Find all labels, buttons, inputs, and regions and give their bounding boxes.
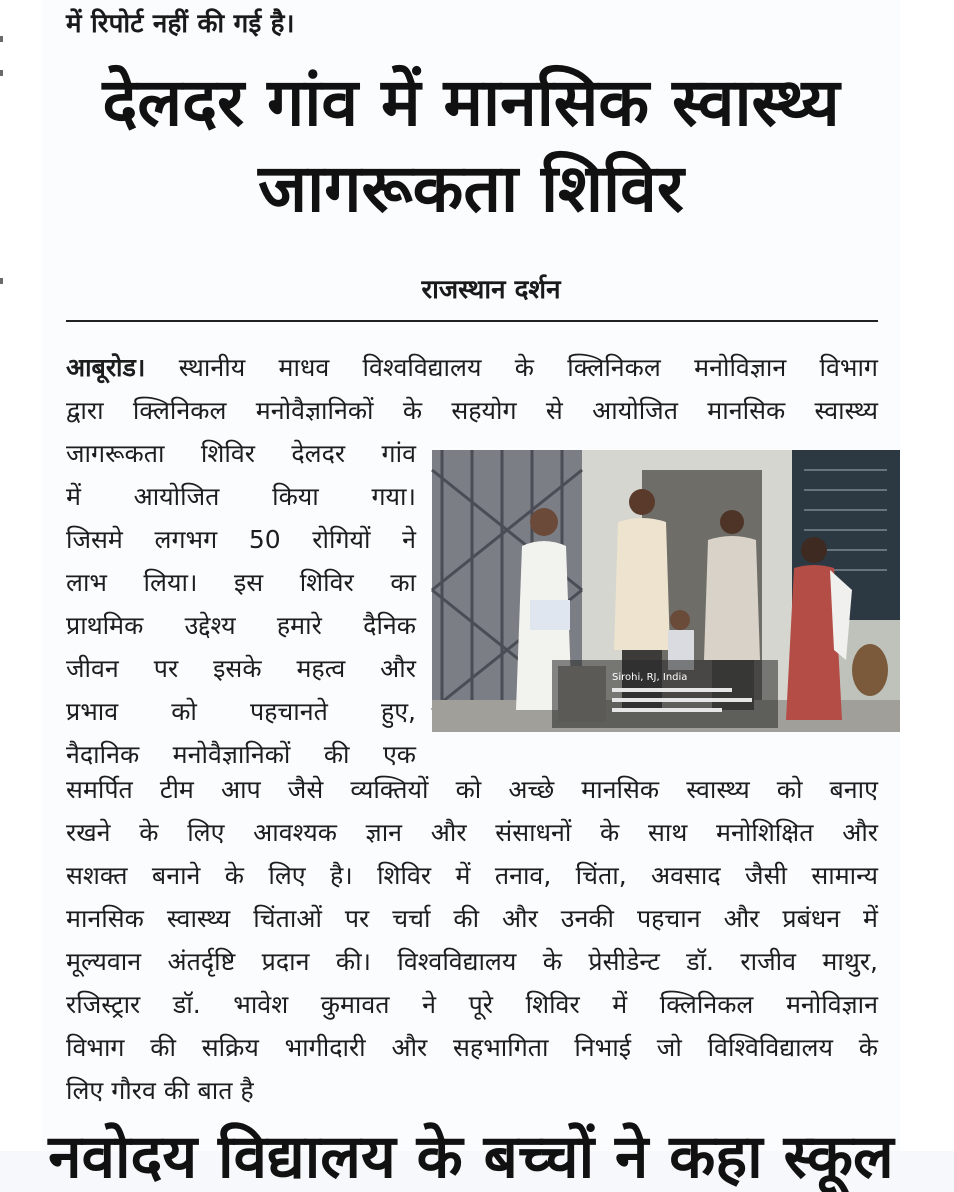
article-line — [66, 346, 878, 389]
article-line: लिए गौरव की बात है — [66, 1076, 254, 1105]
headline-line-2: जागरूकता शिविर — [258, 150, 684, 227]
photo-overlay-title: Sirohi, RJ, India — [612, 672, 688, 683]
divider — [66, 320, 878, 322]
article-line: रजिस्ट्रार डॉ. भावेश कुमावत ने पूरे शिविर में क्लिनिकल मनोविज्ञान — [66, 990, 878, 1019]
left-margin — [0, 0, 42, 1151]
article-line: में आयोजित किया गया। — [66, 482, 416, 511]
article-line: प्रभाव को पहचानते हुए, — [66, 697, 416, 726]
article-headline — [42, 60, 900, 232]
article-line: रखने के लिए आवश्यक ज्ञान और संसाधनों के साथ मनोशिक्षित और — [66, 818, 878, 847]
edge-mark — [0, 278, 3, 284]
article-line: लाभ लिया। इस शिविर का — [66, 568, 416, 597]
article-line-text: स्थानीय माधव विश्वविद्यालय के क्लिनिकल मनोविज्ञान विभाग — [178, 353, 878, 382]
camp-photo-illustration — [432, 450, 900, 732]
byline: राजस्थान दर्शन — [421, 275, 561, 305]
article-line: सशक्त बनाने के लिए है। शिविर में तनाव, चिंता, अवसाद जैसी सामान्य — [66, 861, 878, 890]
camp-photo — [432, 450, 900, 732]
article-line: विभाग की सक्रिय भागीदारी और सहभागिता निभाई जो विश्विविद्यालय के — [66, 1033, 878, 1062]
article-line: समर्पित टीम आप जैसे व्यक्तियों को अच्छे मानसिक स्वास्थ्य को बनाए — [66, 775, 878, 804]
next-article-headline: नवोदय विद्यालय के बच्चों ने कहा स्कूल — [48, 1122, 894, 1192]
article-line: मानसिक स्वास्थ्य चिंताओं पर चर्चा की और उनकी पहचान और प्रबंधन में — [66, 904, 878, 933]
dateline: आबूरोड। — [66, 353, 146, 382]
headline-line-1: देलदर गांव में मानसिक स्वास्थ्य — [102, 64, 840, 141]
article-line: द्वारा क्लिनिकल मनोवैज्ञानिकों के सहयोग से आयोजित मानसिक स्वास्थ्य — [66, 396, 878, 425]
article-line: जीवन पर इसके महत्व और — [66, 654, 416, 683]
previous-article-fragment: में रिपोर्ट नहीं की गई है। — [66, 9, 295, 39]
edge-mark — [0, 70, 3, 76]
article-line: जागरूकता शिविर देलदर गांव — [66, 439, 416, 468]
article-line: प्राथमिक उद्देश्य हमारे दैनिक — [66, 611, 416, 640]
newspaper-clipping — [42, 0, 900, 1192]
right-margin — [900, 0, 954, 1151]
edge-mark — [0, 36, 3, 42]
article-line: नैदानिक मनोवैज्ञानिकों की एक — [66, 740, 416, 769]
article-line: मूल्यवान अंतर्दृष्टि प्रदान की। विश्वविद्यालय के प्रेसीडेन्ट डॉ. राजीव माथुर, — [66, 947, 878, 976]
article-line: जिसमे लगभग 50 रोगियों ने — [66, 525, 416, 554]
